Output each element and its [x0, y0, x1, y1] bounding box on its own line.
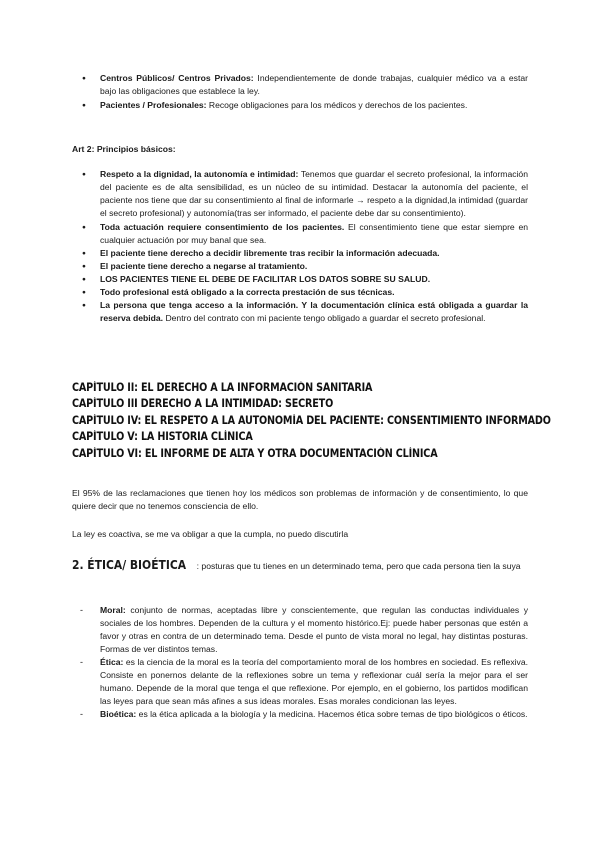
- definitions-list: [72, 604, 528, 721]
- principles-block: [72, 168, 528, 325]
- section2-heading: [72, 558, 528, 573]
- intro-list: [72, 72, 528, 112]
- chapter-list: [72, 380, 592, 462]
- list-item: ● Respeto a la dignidad, la autonomía e intimidad: Tenemos que guardar el secreto profesional, la información del paciente es de alta sensibilidad, es un núcleo de su intimidad. Destacar la autonomía del paciente, el paciente nos tiene que dar su consentimiento al final de informarle → respeto a la dignidad,la intimidad (guardar el secreto profesional) y autonomía(tras ser informado, el paciente debe dar su consentimiento).: [72, 168, 528, 220]
- list-item: - Bioética: es la ética aplicada a la biología y la medicina. Hacemos ética sobre temas de tipo biológicos o éticos.: [72, 708, 528, 721]
- list-item: ● El paciente tiene derecho a negarse al tratamiento.: [72, 260, 528, 273]
- list-item: ● Centros Públicos/ Centros Privados: Independientemente de donde trabajas, cualquier médico va a estar bajo las obligaciones que establece la ley.: [72, 72, 528, 98]
- list-item: - Ética: es la ciencia de la moral es la teoría del comportamiento moral de los hombres en sociedad. Es reflexiva. Consiste en ponernos delante de la reflexiones sobre un tema y reflexionar cuál sería la mejor para el ser humano. Depende de la moral que tenga el que reflexione. Por ejemplo, en el gobierno, los partidos modifican las leyes para que sean más afines a sus ideas morales. Esas morales condicionan las leyes.: [72, 656, 528, 708]
- art2-heading: Art 2: Principios básicos:: [72, 144, 176, 154]
- list-item: ● La persona que tenga acceso a la información. Y la documentación clínica está obligada a guardar la reserva debida. Dentro del contrato con mi paciente tengo obligado a guardar el secreto profesional.: [72, 299, 528, 325]
- list-item: ● Pacientes / Profesionales: Recoge obligaciones para los médicos y derechos de los pacientes.: [72, 99, 528, 112]
- chapter-heading: CAPÍTULO IV: EL RESPETO A LA AUTONOMÍA DEL PACIENTE: CONSENTIMIENTO INFORMADO: [72, 413, 551, 427]
- chapter-heading: CAPÍTULO II: EL DERECHO A LA INFORMACIÓN SANITARIA: [72, 381, 373, 394]
- list-item: ● Todo profesional está obligado a la correcta prestación de sus técnicas.: [72, 286, 528, 299]
- list-item: ● LOS PACIENTES TIENE EL DEBE DE FACILITAR LOS DATOS SOBRE SU SALUD.: [72, 273, 528, 286]
- chapter-heading: CAPÍTULO V: LA HISTORIA CLÍNICA: [72, 430, 253, 444]
- intro-list-block: [72, 72, 528, 112]
- chapter-heading: CAPÍTULO VI: EL INFORME DE ALTA Y OTRA DOCUMENTACIÓN CLÍNICA: [72, 446, 438, 460]
- list-item: ● Toda actuación requiere consentimiento de los pacientes. El consentimiento tiene que estar siempre en cualquier actuación por muy banal que sea.: [72, 221, 528, 247]
- principles-list: [72, 168, 528, 325]
- paragraph-reclamaciones: El 95% de las reclamaciones que tienen hoy los médicos son problemas de información y de consentimiento, lo que quiere decir que no tenemos consciencia de ello.: [72, 488, 528, 511]
- chapter-heading: CAPÍTULO III DERECHO A LA INTIMIDAD: SECRETO: [72, 397, 334, 411]
- section2-subtitle: : posturas que tu tienes en un determinado tema, pero que cada persona tien la suya: [196, 561, 521, 571]
- list-item: - Moral: conjunto de normas, aceptadas libre y conscientemente, que regulan las conductas individuales y sociales de los hombres. Dependen de la cultura y el momento histórico.Ej: puede haber personas que estén a favor y otras en contra de un determinado tema. Desde el punto de vista moral no legal, hay distintas posturas. Formas de ver distintos temas.: [72, 604, 528, 656]
- paragraph-ley: La ley es coactiva, se me va obligar a que la cumpla, no puedo discutirla: [72, 529, 349, 539]
- list-item: ● El paciente tiene derecho a decidir libremente tras recibir la información adecuada.: [72, 247, 528, 260]
- section2-title: 2. ÉTICA/ BIOÉTICA: [72, 557, 187, 572]
- definitions-block: [72, 604, 528, 721]
